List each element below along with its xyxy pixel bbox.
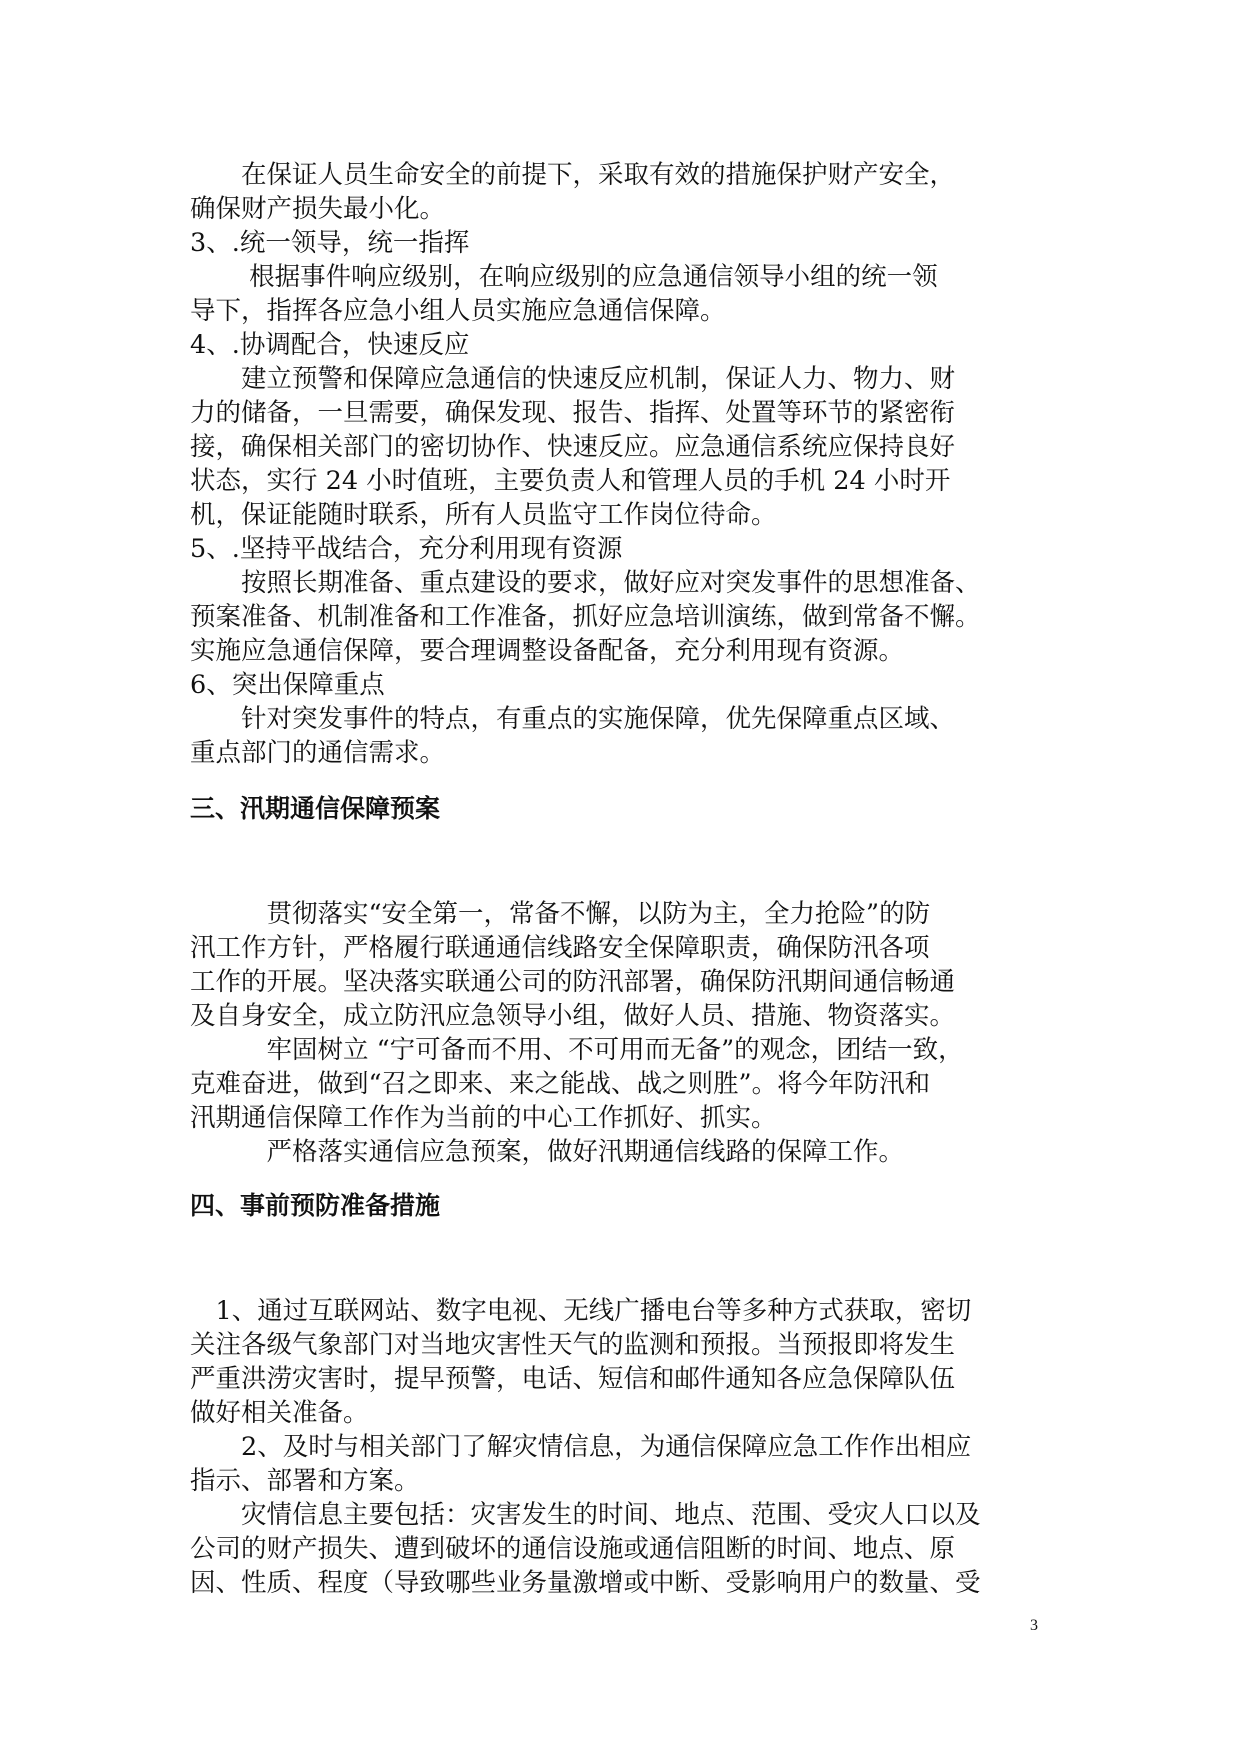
- body-line: 工作的开展。坚决落实联通公司的防汛部署，确保防汛期间通信畅通: [190, 967, 956, 997]
- body-line: 因、性质、程度（导致哪些业务量激增或中断、受影响用户的数量、受: [190, 1568, 981, 1598]
- body-line: 严重洪涝灾害时，提早预警，电话、短信和邮件通知各应急保障队伍: [190, 1364, 956, 1394]
- body-line: 机，保证能随时联系，所有人员监守工作岗位待命。: [190, 500, 777, 530]
- body-line: 接，确保相关部门的密切协作、快速反应。应急通信系统应保持良好: [190, 432, 956, 462]
- subheading-line: 3、.统一领导，统一指挥: [190, 228, 470, 258]
- body-line: 指示、部署和方案。: [190, 1466, 420, 1496]
- body-line: 针对突发事件的特点，有重点的实施保障，优先保障重点区域、: [190, 704, 956, 734]
- subheading-line: 5、.坚持平战结合，充分利用现有资源: [190, 534, 623, 564]
- body-line: 状态，实行 24 小时值班，主要负责人和管理人员的手机 24 小时开: [190, 466, 951, 496]
- body-line: 在保证人员生命安全的前提下，采取有效的措施保护财产安全，: [190, 160, 956, 190]
- body-line: 汛期通信保障工作作为当前的中心工作抓好、抓实。: [190, 1103, 777, 1133]
- body-line: 汛工作方针，严格履行联通通信线路安全保障职责，确保防汛各项: [190, 933, 930, 963]
- body-line: 建立预警和保障应急通信的快速反应机制，保证人力、物力、财: [190, 364, 956, 394]
- body-line: 关注各级气象部门对当地灾害性天气的监测和预报。当预报即将发生: [190, 1330, 956, 1360]
- body-line: 确保财产损失最小化。: [190, 194, 446, 224]
- body-line: 导下，指挥各应急小组人员实施应急通信保障。: [190, 296, 726, 326]
- subheading-line: 6、突出保障重点: [190, 670, 385, 700]
- body-line: 重点部门的通信需求。: [190, 738, 446, 768]
- body-line: 力的储备，一旦需要，确保发现、报告、指挥、处置等环节的紧密衔: [190, 398, 956, 428]
- body-line: 公司的财产损失、遭到破坏的通信设施或通信阻断的时间、地点、原: [190, 1534, 956, 1564]
- body-line: 2、及时与相关部门了解灾情信息，为通信保障应急工作作出相应: [190, 1432, 972, 1462]
- section-heading-3: 三、汛期通信保障预案: [190, 794, 441, 823]
- body-line: 根据事件响应级别，在响应级别的应急通信领导小组的统一领: [190, 262, 938, 292]
- body-line: 1、通过互联网站、数字电视、无线广播电台等多种方式获取，密切: [190, 1296, 972, 1326]
- section-heading-4: 四、事前预防准备措施: [190, 1191, 441, 1220]
- page-number: 3: [1030, 1617, 1038, 1634]
- body-line: 及自身安全，成立防汛应急领导小组，做好人员、措施、物资落实。: [190, 1001, 956, 1031]
- body-line: 按照长期准备、重点建设的要求，做好应对突发事件的思想准备、: [190, 568, 981, 598]
- body-line: 牢固树立 “宁可备而不用、不可用而无备”的观念，团结一致，: [190, 1035, 964, 1065]
- body-line: 灾情信息主要包括：灾害发生的时间、地点、范围、受灾人口以及: [190, 1500, 981, 1530]
- body-line: 严格落实通信应急预案，做好汛期通信线路的保障工作。: [190, 1137, 905, 1167]
- body-line: 贯彻落实“安全第一，常备不懈，以防为主，全力抢险”的防: [190, 899, 931, 929]
- body-line: 实施应急通信保障，要合理调整设备配备，充分利用现有资源。: [190, 636, 905, 666]
- body-line: 克难奋进，做到“召之即来、来之能战、战之则胜”。将今年防汛和: [190, 1069, 931, 1099]
- subheading-line: 4、.协调配合，快速反应: [190, 330, 470, 360]
- body-line: 做好相关准备。: [190, 1398, 369, 1428]
- body-line: 预案准备、机制准备和工作准备，抓好应急培训演练，做到常备不懈。: [190, 602, 981, 632]
